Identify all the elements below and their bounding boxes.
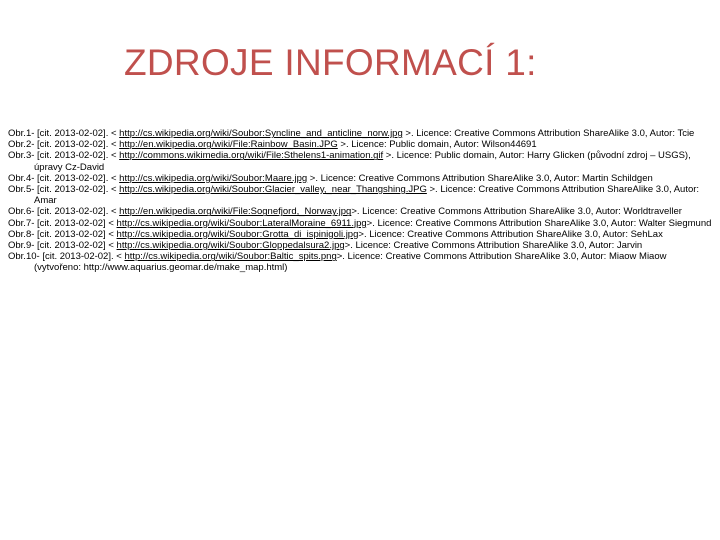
reference-suffix: >. Licence: Creative Commons Attribution ShareAlike 3.0, Autor: Tcie [402,128,695,139]
reference-item [8,229,714,240]
reference-prefix: Obr.9- [cit. 2013-02-02] < [8,240,117,252]
reference-link[interactable]: http://cs.wikipedia.org/wiki/Soubor:Maare.jpg [119,172,308,184]
reference-item [8,173,714,184]
reference-prefix: Obr.5- [cit. 2013-02-02]. < [8,184,120,196]
reference-prefix: Obr.10- [cit. 2013-02-02]. < [8,251,125,263]
reference-suffix: >. Licence: Creative Commons Attribution ShareAlike 3.0, Autor: Jarvin [344,240,643,252]
reference-prefix: Obr.1- [cit. 2013-02-02]. < [8,128,120,139]
reference-prefix: Obr.7- [cit. 2013-02-02] < [8,217,117,229]
reference-link[interactable]: http://cs.wikipedia.org/wiki/Soubor:Glacier_valley,_near_Thangshing.JPG [119,184,427,196]
reference-list [8,128,714,274]
reference-item [8,128,714,139]
reference-suffix: >. Licence: Creative Commons Attribution ShareAlike 3.0, Autor: SehLax [358,228,663,240]
reference-prefix: Obr.8- [cit. 2013-02-02] < [8,228,117,240]
reference-link[interactable]: http://commons.wikimedia.org/wiki/File:Sthelens1-animation.gif [119,150,384,162]
slide-title: ZDROJE INFORMACÍ 1: [124,42,537,83]
reference-link[interactable]: http://cs.wikipedia.org/wiki/Soubor:LateralMoraine_6911.jpg [116,217,367,229]
reference-link[interactable]: http://cs.wikipedia.org/wiki/Soubor:Grotta_di_ispinigoli.jpg [116,228,359,240]
reference-item [8,240,714,251]
reference-suffix: >. Licence: Creative Commons Attribution ShareAlike 3.0, Autor: Walter Siegmund [366,217,712,229]
reference-suffix: >. Licence: Public domain, Autor: Wilson44691 [337,139,537,151]
reference-suffix: >. Licence: Creative Commons Attribution ShareAlike 3.0, Autor: Martin Schildgen [307,172,653,184]
reference-item [8,206,714,217]
reference-link[interactable]: http://en.wikipedia.org/wiki/File:Rainbow_Basin.JPG [119,139,338,151]
reference-prefix: Obr.4- [cit. 2013-02-02]. < [8,172,120,184]
reference-link[interactable]: http://en.wikipedia.org/wiki/File:Sognefjord,_Norway.jpg [119,206,352,218]
reference-item [8,184,714,206]
reference-suffix: >. Licence: Public domain, Autor: Harry Glicken (původní zdroj – USGS), úpravy Cz-David [34,150,691,173]
reference-item [8,218,714,229]
reference-prefix: Obr.3- [cit. 2013-02-02]. < [8,150,120,162]
reference-link[interactable]: http://cs.wikipedia.org/wiki/Soubor:Gloppedalsura2.jpg [116,240,345,252]
reference-prefix: Obr.6- [cit. 2013-02-02]. < [8,206,120,218]
reference-item [8,251,714,273]
reference-item [8,150,714,172]
reference-suffix: >. Licence: Creative Commons Attribution ShareAlike 3.0, Autor: Miaow Miaow (vytvořeno: http://www.aquarius.geomar.de/make_map.html) [34,251,667,274]
reference-suffix: >. Licence: Creative Commons Attribution ShareAlike 3.0, Autor: Worldtraveller [351,206,682,218]
reference-prefix: Obr.2- [cit. 2013-02-02]. < [8,139,120,151]
reference-link[interactable]: http://cs.wikipedia.org/wiki/Soubor:Baltic_spits.png [124,251,337,263]
reference-suffix: >. Licence: Creative Commons Attribution ShareAlike 3.0, Autor: Amar [34,184,700,207]
reference-link[interactable]: http://cs.wikipedia.org/wiki/Soubor:Syncline_and_anticline_norw.jpg [119,128,403,139]
reference-item [8,139,714,150]
